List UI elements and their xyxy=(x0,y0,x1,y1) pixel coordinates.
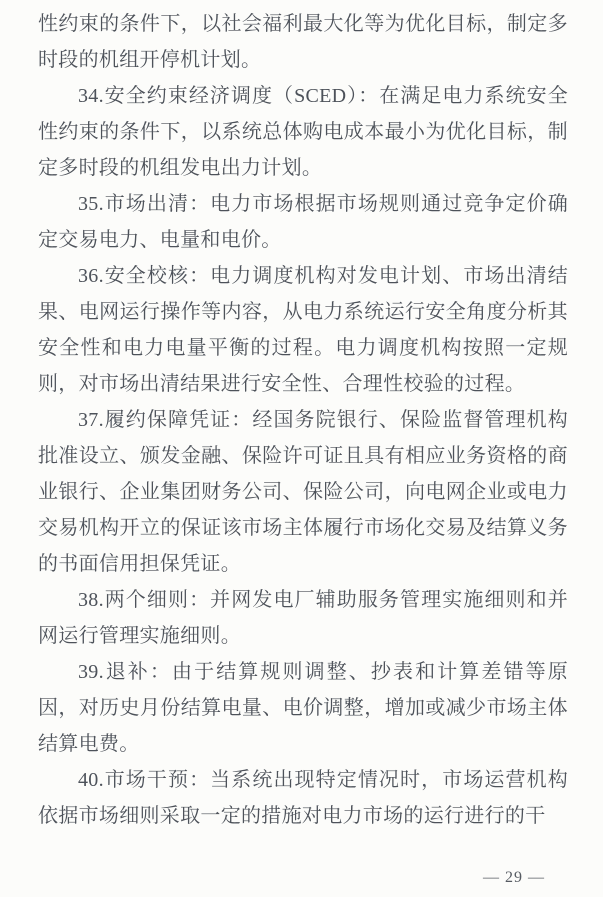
page-number: — 29 — xyxy=(483,869,545,886)
page-footer xyxy=(483,869,545,887)
paragraph-item-34-sced: 34.安全约束经济调度（SCED）：在满足电力系统安全性约束的条件下，以系统总体购电成本最小为优化目标，制定多时段的机组发电出力计划。 xyxy=(38,85,568,179)
paragraph-item-36-security-check: 36.安全校核：电力调度机构对发电计划、市场出清结果、电网运行操作等内容，从电力系统运行安全角度分析其安全性和电力电量平衡的过程。电力调度机构按照一定规则，对市场出清结果进行安全性、合理性校验的过程。 xyxy=(38,265,568,395)
paragraph-item-40-market-intervention: 40.市场干预：当系统出现特定情况时，市场运营机构依据市场细则采取一定的措施对电力市场的运行进行的干 xyxy=(38,769,568,827)
paragraph-item-38-two-rules: 38.两个细则：并网发电厂辅助服务管理实施细则和并网运行管理实施细则。 xyxy=(38,589,568,647)
paragraph-item-37-performance-guarantee: 37.履约保障凭证：经国务院银行、保险监督管理机构批准设立、颁发金融、保险许可证且具有相应业务资格的商业银行、企业集团财务公司、保险公司，向电网企业或电力交易机构开立的保证该市场主体履行市场化交易及结算义务的书面信用担保凭证。 xyxy=(38,409,568,575)
paragraph-item-39-refund-supplement: 39.退补：由于结算规则调整、抄表和计算差错等原因，对历史月份结算电量、电价调整，增加或减少市场主体结算电费。 xyxy=(38,661,568,755)
paragraph-item-35-market-clearing: 35.市场出清：电力市场根据市场规则通过竞争定价确定交易电力、电量和电价。 xyxy=(38,193,568,251)
document-body xyxy=(38,6,568,834)
paragraph-continuation: 性约束的条件下，以社会福利最大化等为优化目标，制定多时段的机组开停机计划。 xyxy=(38,13,568,71)
